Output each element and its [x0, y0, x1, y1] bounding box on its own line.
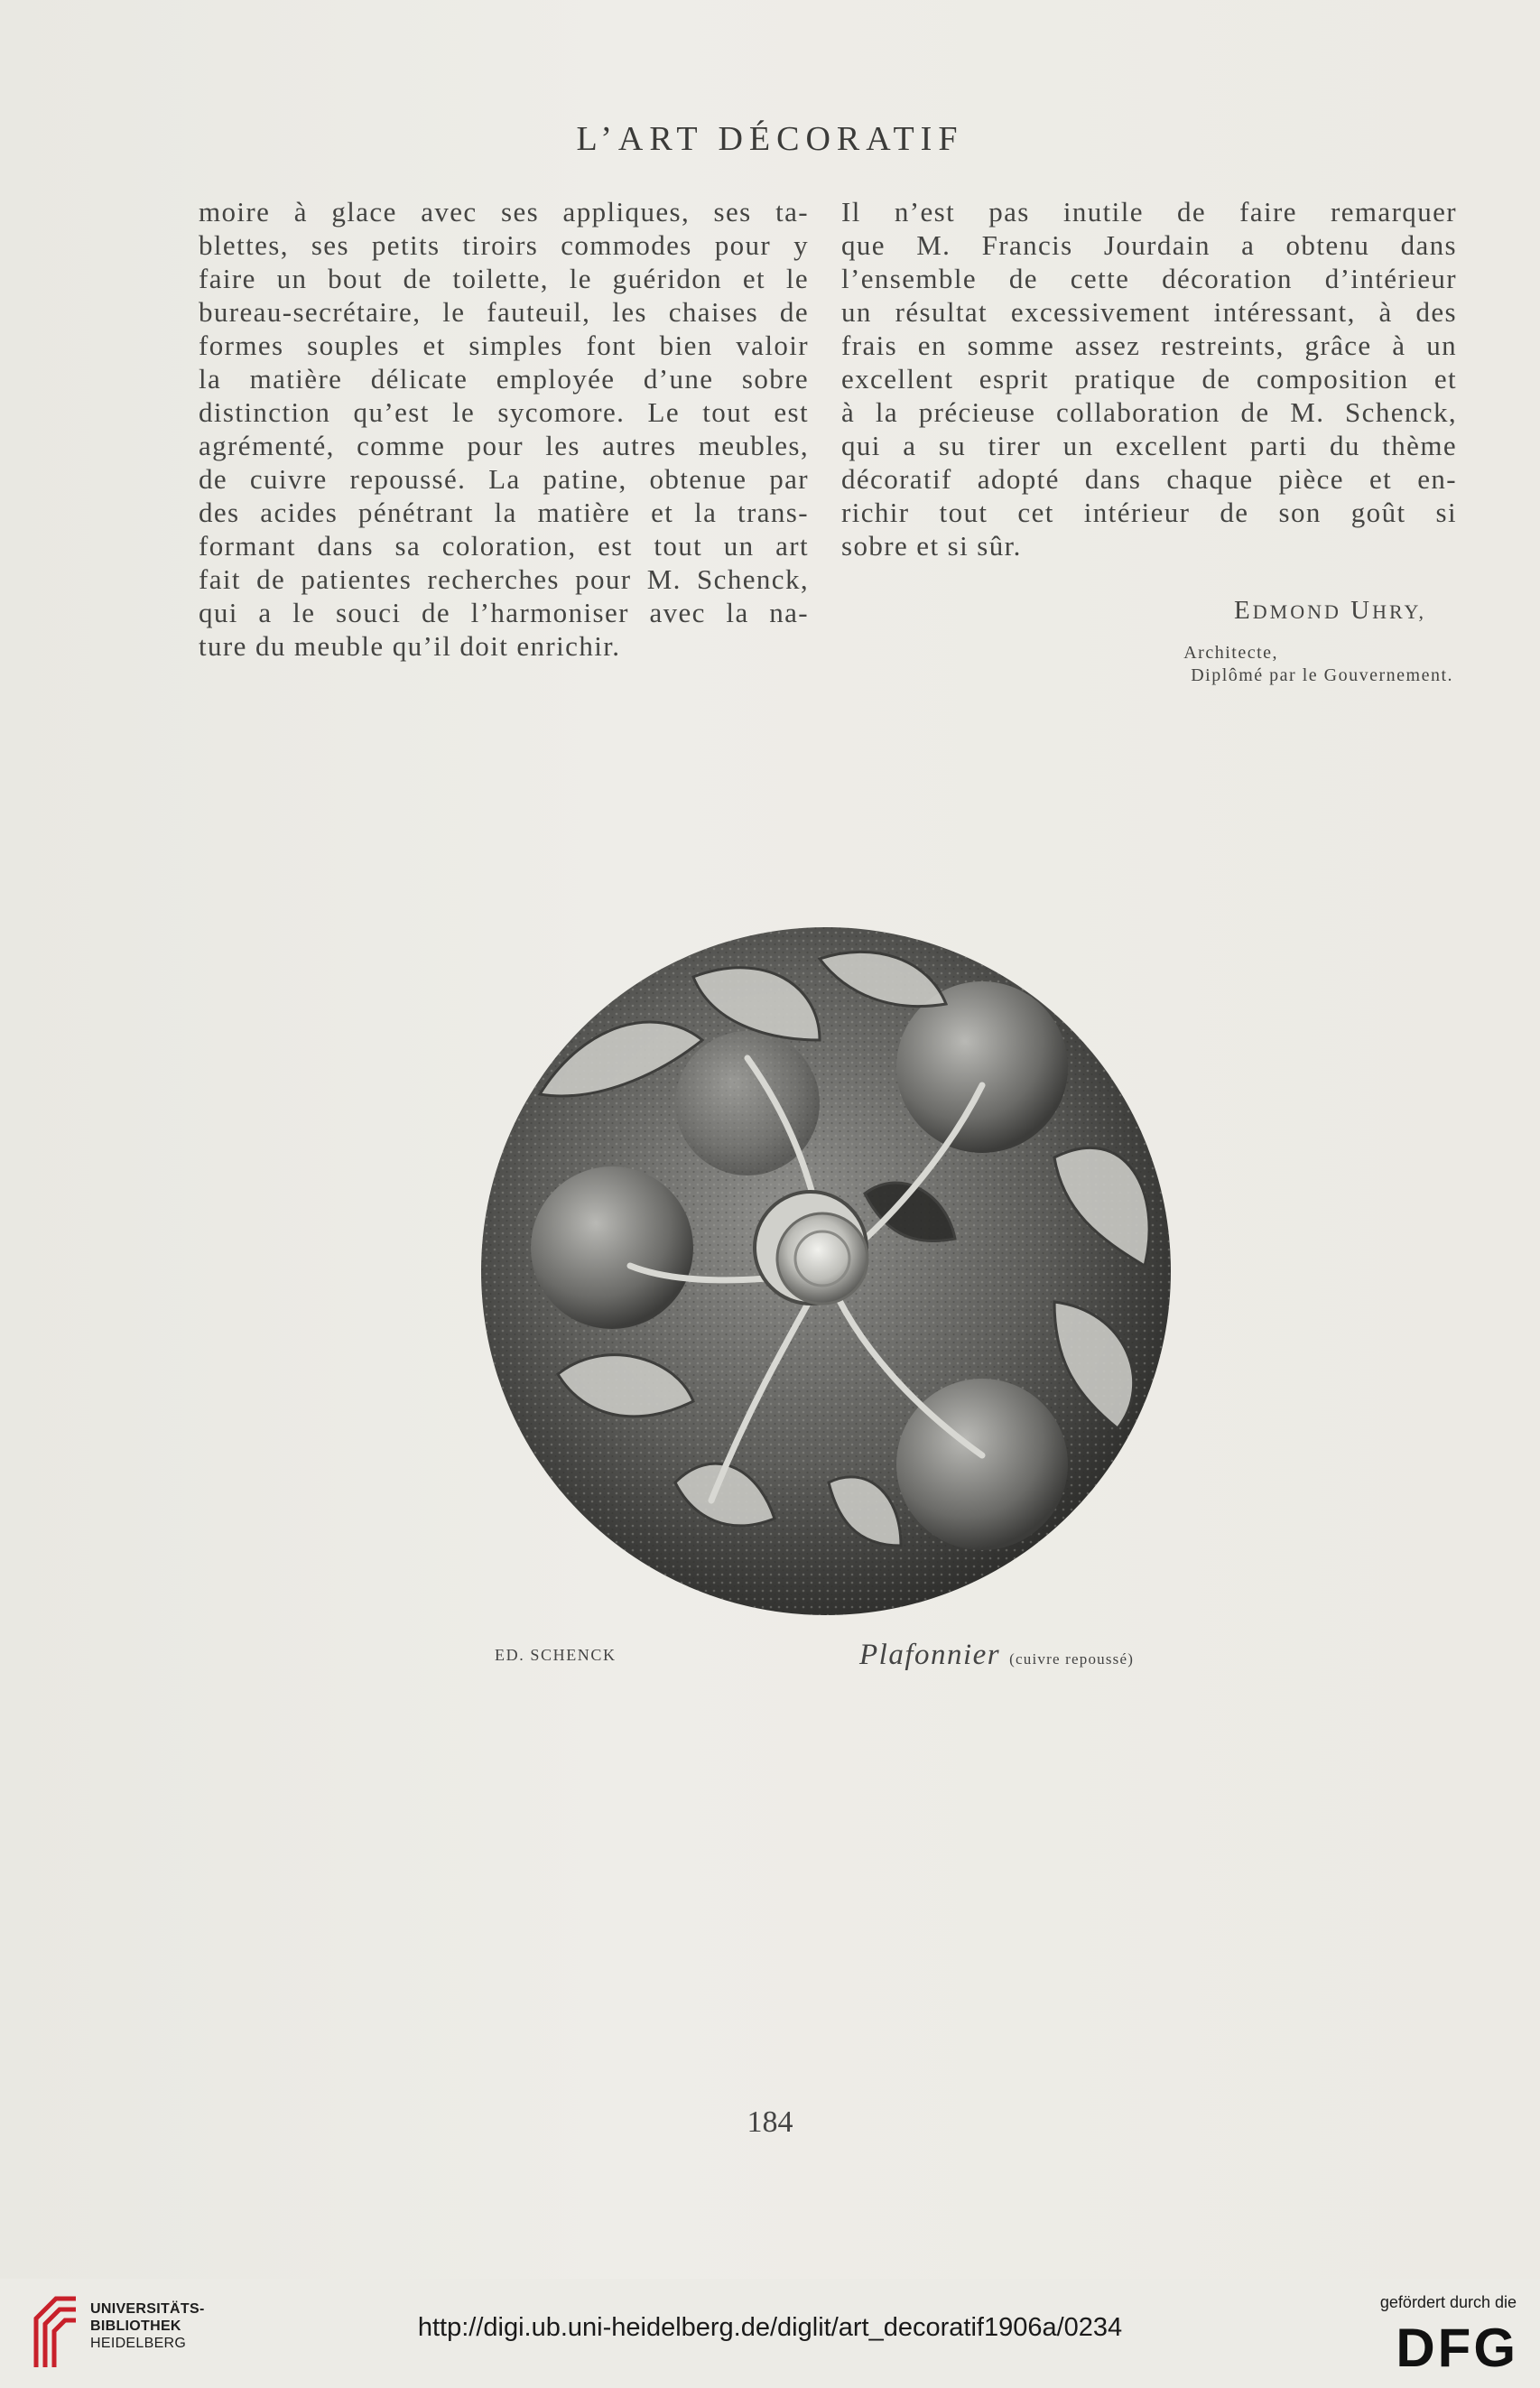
funding-note: gefördert durch die	[1379, 2293, 1517, 2311]
text-line: qui a su tirer un excellent parti du thème	[841, 430, 1457, 461]
text-line: que M. Francis Jourdain a obtenu dans	[841, 229, 1457, 261]
figure-subtitle: (cuivre repoussé)	[1009, 1650, 1135, 1668]
running-title: L’ART DÉCORATIF	[576, 120, 964, 158]
text-line: des acides pénétrant la matière et la trans-	[199, 497, 809, 528]
dfg-logo: DFG	[1396, 2318, 1518, 2378]
text-line: Il n’est pas inutile de faire remarquer	[841, 196, 1457, 228]
author-diploma: Diplômé par le Gouvernement.	[1191, 665, 1453, 685]
plafonnier-photograph	[477, 923, 1175, 1620]
figure-caption	[859, 1639, 1134, 1672]
text-line: agrémenté, comme pour les autres meubles,	[199, 430, 809, 461]
text-line: blettes, ses petits tiroirs commodes pour y	[199, 229, 809, 261]
text-line: un résultat excessivement intéressant, à des	[841, 296, 1457, 328]
text-line: sobre et si sûr.	[841, 530, 1022, 562]
text-line: distinction qu’est le sycomore. Le tout est	[199, 396, 809, 428]
text-line: la matière délicate employée d’une sobre	[199, 363, 809, 395]
text-line: fait de patientes recherches pour M. Schenck,	[199, 563, 809, 595]
text-line: excellent esprit pratique de composition et	[841, 363, 1457, 395]
right-column	[841, 195, 1457, 562]
author-role: Architecte,	[1183, 643, 1278, 663]
text-line: frais en somme assez restreints, grâce à un	[841, 330, 1457, 361]
page-number: 184	[747, 2105, 793, 2139]
text-line: de cuivre repoussé. La patine, obtenue par	[199, 463, 809, 495]
text-line: l’ensemble de cette décoration d’intérieur	[841, 263, 1457, 294]
text-line: formant dans sa coloration, est tout un art	[199, 530, 809, 562]
text-line: bureau-secrétaire, le fauteuil, les chaises de	[199, 296, 809, 328]
library-name: UNIVERSITÄTS- BIBLIOTHEK HEIDELBERG	[90, 2301, 205, 2351]
text-line: formes souples et simples font bien valoir	[199, 330, 809, 361]
source-url-link[interactable]: http://digi.ub.uni-heidelberg.de/diglit/art_decoratif1906a/0234	[417, 2313, 1123, 2342]
text-line: décoratif adopté dans chaque pièce et en-	[841, 463, 1457, 495]
left-column	[199, 195, 809, 663]
text-line: richir tout cet intérieur de son goût si	[841, 497, 1457, 528]
text-line: qui a le souci de l’harmoniser avec la na-	[199, 597, 809, 628]
text-line: faire un bout de toilette, le guéridon et le	[199, 263, 809, 294]
text-line: moire à glace avec ses appliques, ses ta-	[199, 196, 809, 228]
figure-title: Plafonnier	[859, 1639, 1001, 1671]
text-line: à la précieuse collaboration de M. Schenck,	[841, 396, 1457, 428]
text-line: ture du meuble qu’il doit enrichir.	[199, 630, 621, 662]
author-signature: EDMOND UHRY,	[1234, 596, 1426, 625]
figure-credit: ED. SCHENCK	[495, 1646, 617, 1664]
